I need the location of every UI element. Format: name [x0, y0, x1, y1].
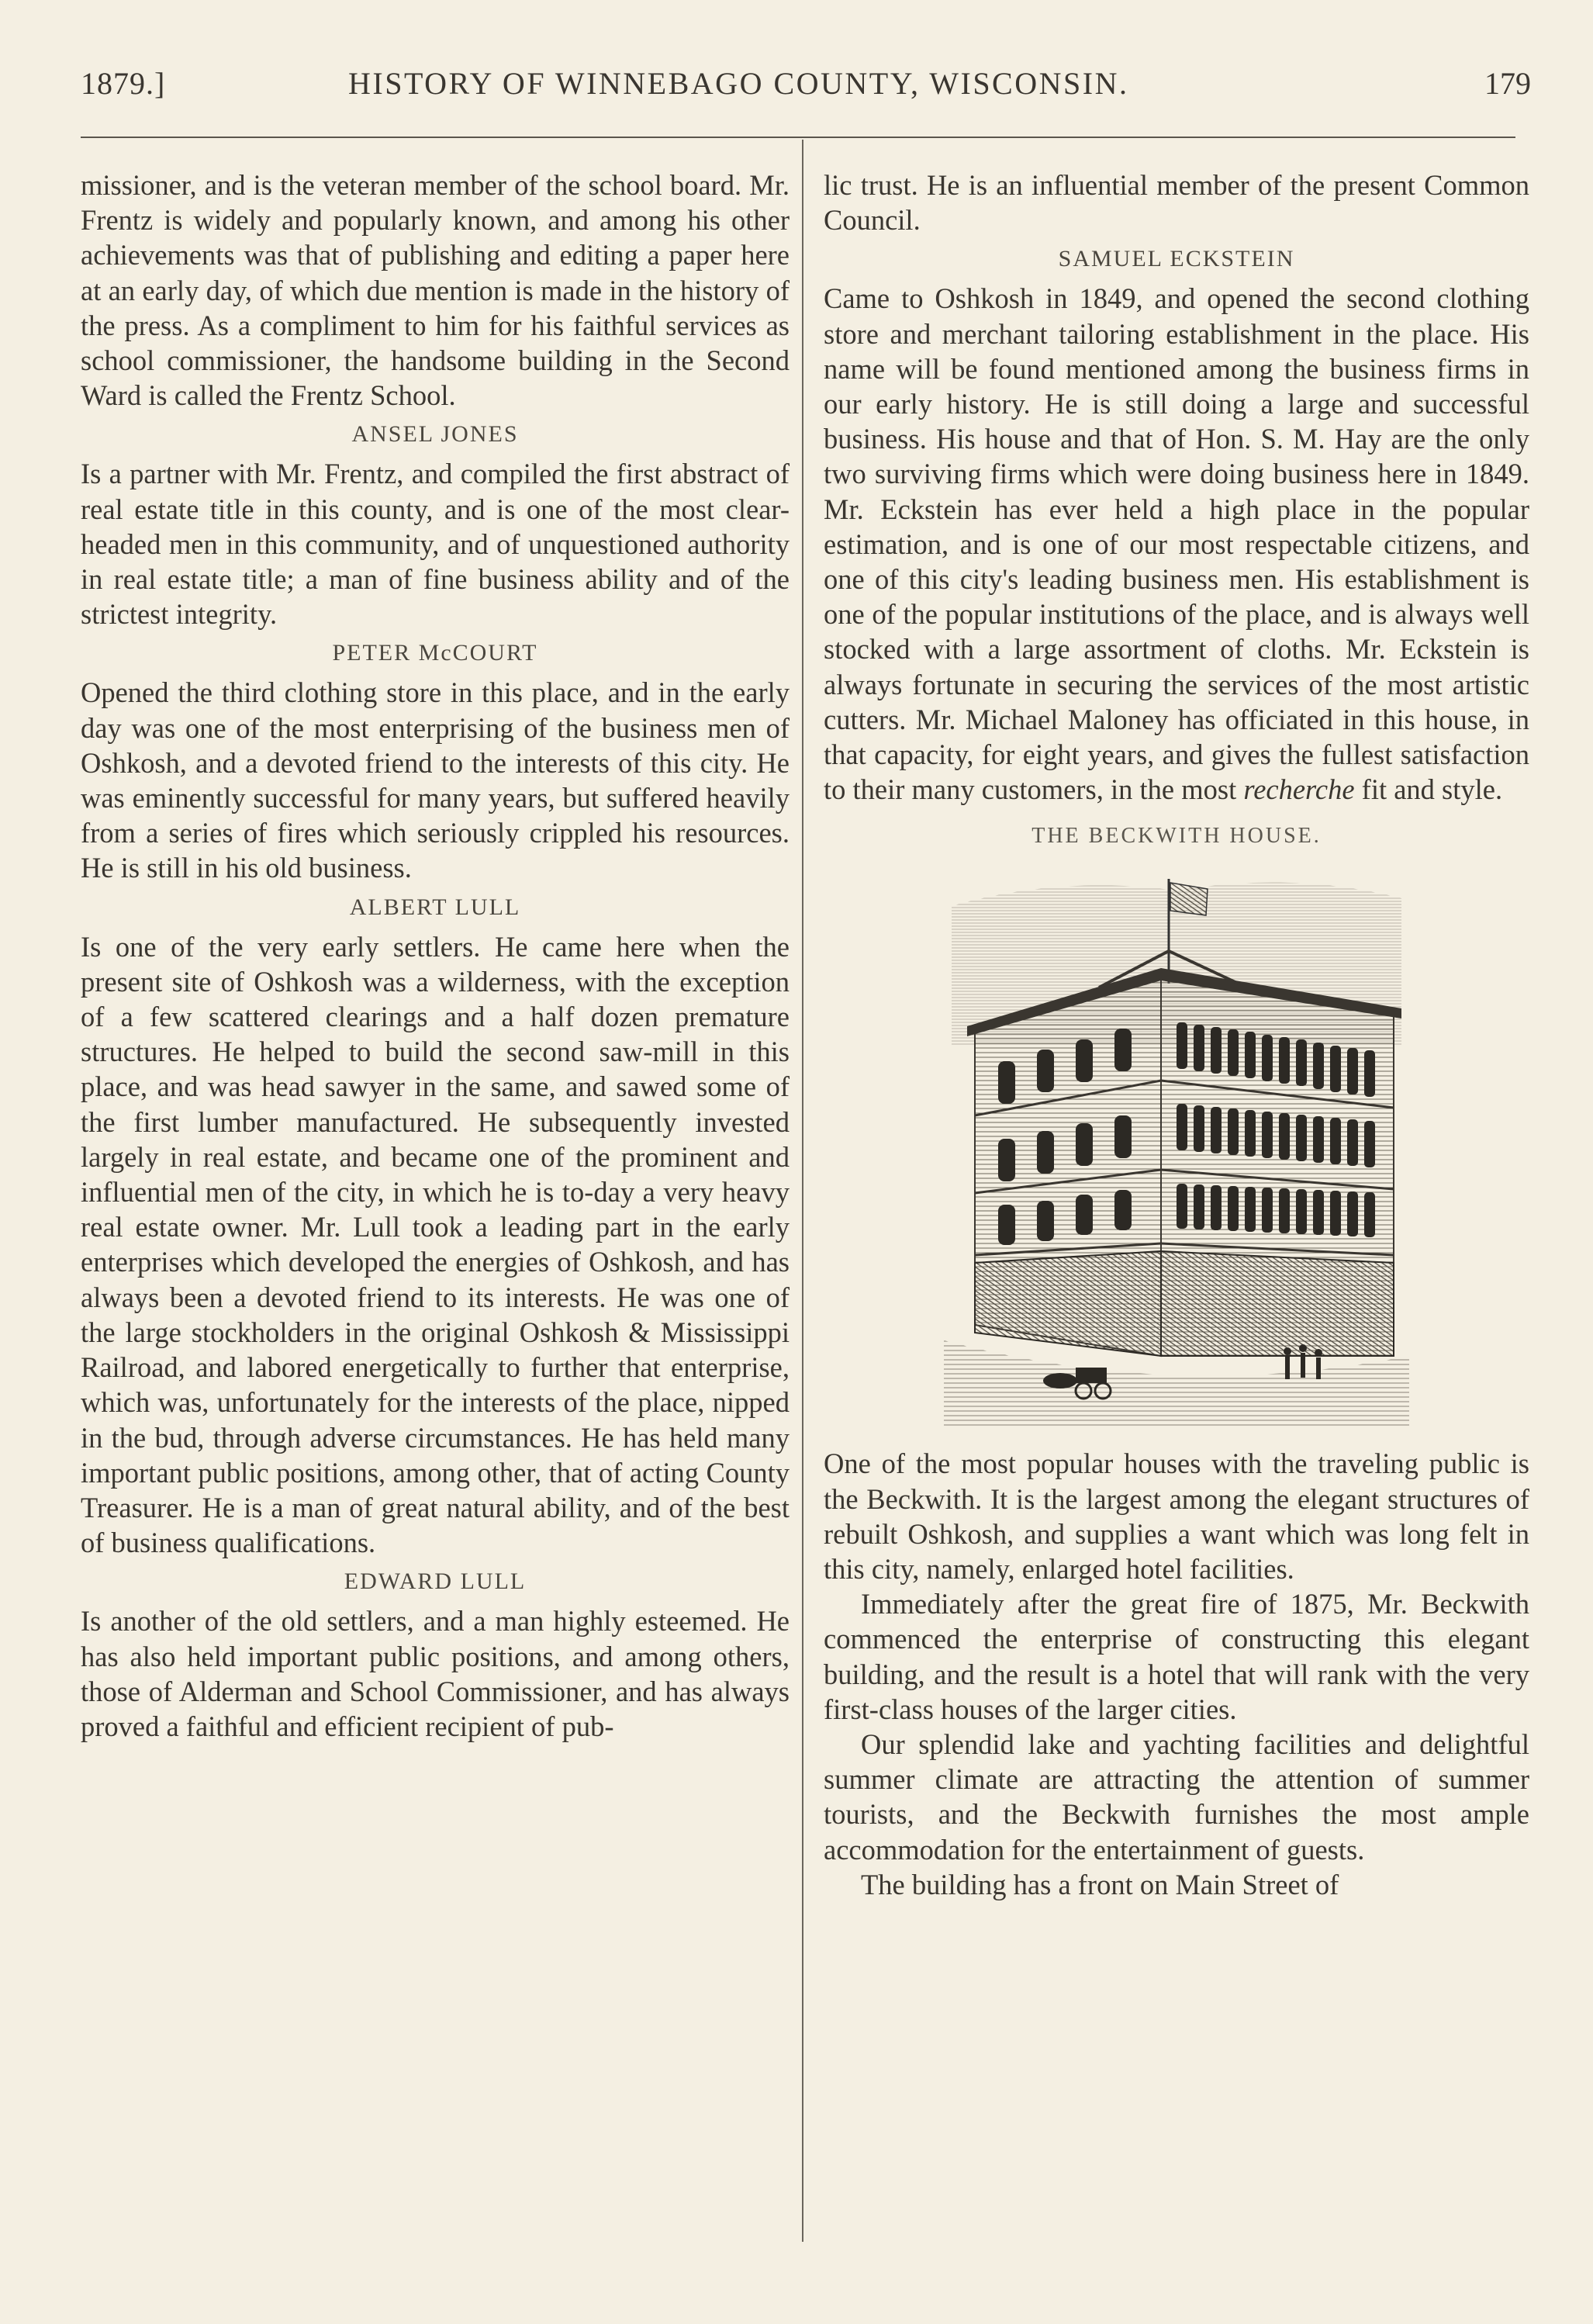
section-heading-ansel-jones: ANSEL JONES — [351, 421, 519, 448]
paragraph: Is one of the very early settlers. He came here when the present site of Oshkosh was a wilderness, with the exception of a few scattered clearings and a half dozen premature structures. He helped to build the second saw-mill in this place, and was head sawyer in the same, and sawed some of the first lumber manufactured. He subsequently invested largely in real estate, and became one of the prominent and influential men of the city, in which he is to-day a very heavy real estate owner. Mr. Lull took a leading part in the early enterprises which developed the energies of Oshkosh, and has always been a devoted friend to its interests. He was one of the large stockholders in the original Oshkosh & Mississippi Railroad, and labored energetically to further that enterprise, which was, unfortunately for the interests of the place, nipped in the bud, through adverse circumstances. He has held many important public positions, among other, that of acting County Treasurer. He is a man of great natural ability, and of the best of business qualifications. — [81, 930, 790, 1559]
header-year: 1879.] — [81, 66, 166, 101]
section-heading-albert-lull: ALBERT LULL — [349, 894, 521, 920]
left-column — [81, 168, 790, 1744]
text-run: Came to Oshkosh in 1849, and opened the second clothing store and merchant tailoring establishment in the place. His name will be found mentioned among the business firms in our early history. He is still doing a large and successful business. His house and that of Hon. S. M. Hay are the only two surviving firms which were doing business here in 1849. Mr. Eckstein has ever held a high place in the popular estimation, and is one of our most respectable citizens, and one of this city's leading business men. His establishment is one of the popular institutions of the place, and is always well stocked with a large assortment of cloths. Mr. Eckstein is always fortunate in securing the services of the most artistic cutters. Mr. Michael Maloney has officiated in this house, in that capacity, for eight years, and gives the fullest satisfaction to their many customers, in the most — [824, 282, 1529, 806]
illustration-caption: THE BECKWITH HOUSE. — [1031, 824, 1322, 849]
paragraph: Immediately after the great fire of 1875, Mr. Beckwith commenced the enterprise of constructing this elegant building, and the result is a hotel that will rank with the very first-class houses of the larger cities. — [824, 1588, 1529, 1725]
section-heading-peter-mccourt: PETER McCOURT — [332, 640, 538, 666]
right-column — [824, 168, 1529, 1902]
page-number: 179 — [1484, 66, 1531, 101]
header-rule — [81, 137, 1515, 138]
paragraph — [824, 281, 1529, 807]
paragraph: Opened the third clothing store in this place, and in the early day was one of the most enterprising of the business men of Oshkosh, and a devoted friend to the interests of this city. He was eminently successful for many years, but suffered heavily from a series of fires which seriously crippled his resources. He is still in his old business. — [81, 676, 790, 884]
section-heading-samuel-eckstein: SAMUEL ECKSTEIN — [1058, 246, 1295, 272]
running-header — [81, 65, 1531, 112]
paragraph: One of the most popular houses with the traveling public is the Beckwith. It is the largest among the elegant structures of rebuilt Oshkosh, and supplies a want which was long felt in this city, namely, enlarged hotel facilities. — [824, 1447, 1529, 1586]
beckwith-house-engraving — [944, 859, 1409, 1429]
header-title: HISTORY OF WINNEBAGO COUNTY, WISCONSIN. — [348, 66, 1129, 101]
paragraph: missioner, and is the veteran member of the school board. Mr. Frentz is widely and popularly known, and among his other achievements was that of publishing and editing a paper here at an early day, of which due mention is made in the history of the press. As a compliment to him for his faithful services as school commissioner, the handsome building in the Second Ward is called the Frentz School. — [81, 169, 790, 412]
text-run: fit and style. — [1354, 773, 1503, 806]
column-divider — [802, 140, 803, 2242]
paragraph: Is another of the old settlers, and a man highly esteemed. He has also held important public positions, and among others, those of Alderman and School Commissioner, and has always proved a faithful and efficient recipient of pub- — [81, 1605, 790, 1742]
paragraph: Is a partner with Mr. Frentz, and compiled the first abstract of real estate title in this county, and is one of the most clear-headed men in this community, and of unquestioned authority in real estate title; a man of fine business ability and of the strictest integrity. — [81, 458, 790, 631]
paragraph: The building has a front on Main Street of — [861, 1868, 1339, 1900]
italic-term: recherche — [1243, 773, 1355, 806]
paragraph: lic trust. He is an influential member of the present Common Council. — [824, 169, 1529, 237]
paragraph: Our splendid lake and yachting facilities and delightful summer climate are attracting the attention of summer tourists, and the Beckwith furnishes the most ample accommodation for the entertainment of guests. — [824, 1728, 1529, 1866]
section-heading-edward-lull: EDWARD LULL — [344, 1568, 527, 1595]
